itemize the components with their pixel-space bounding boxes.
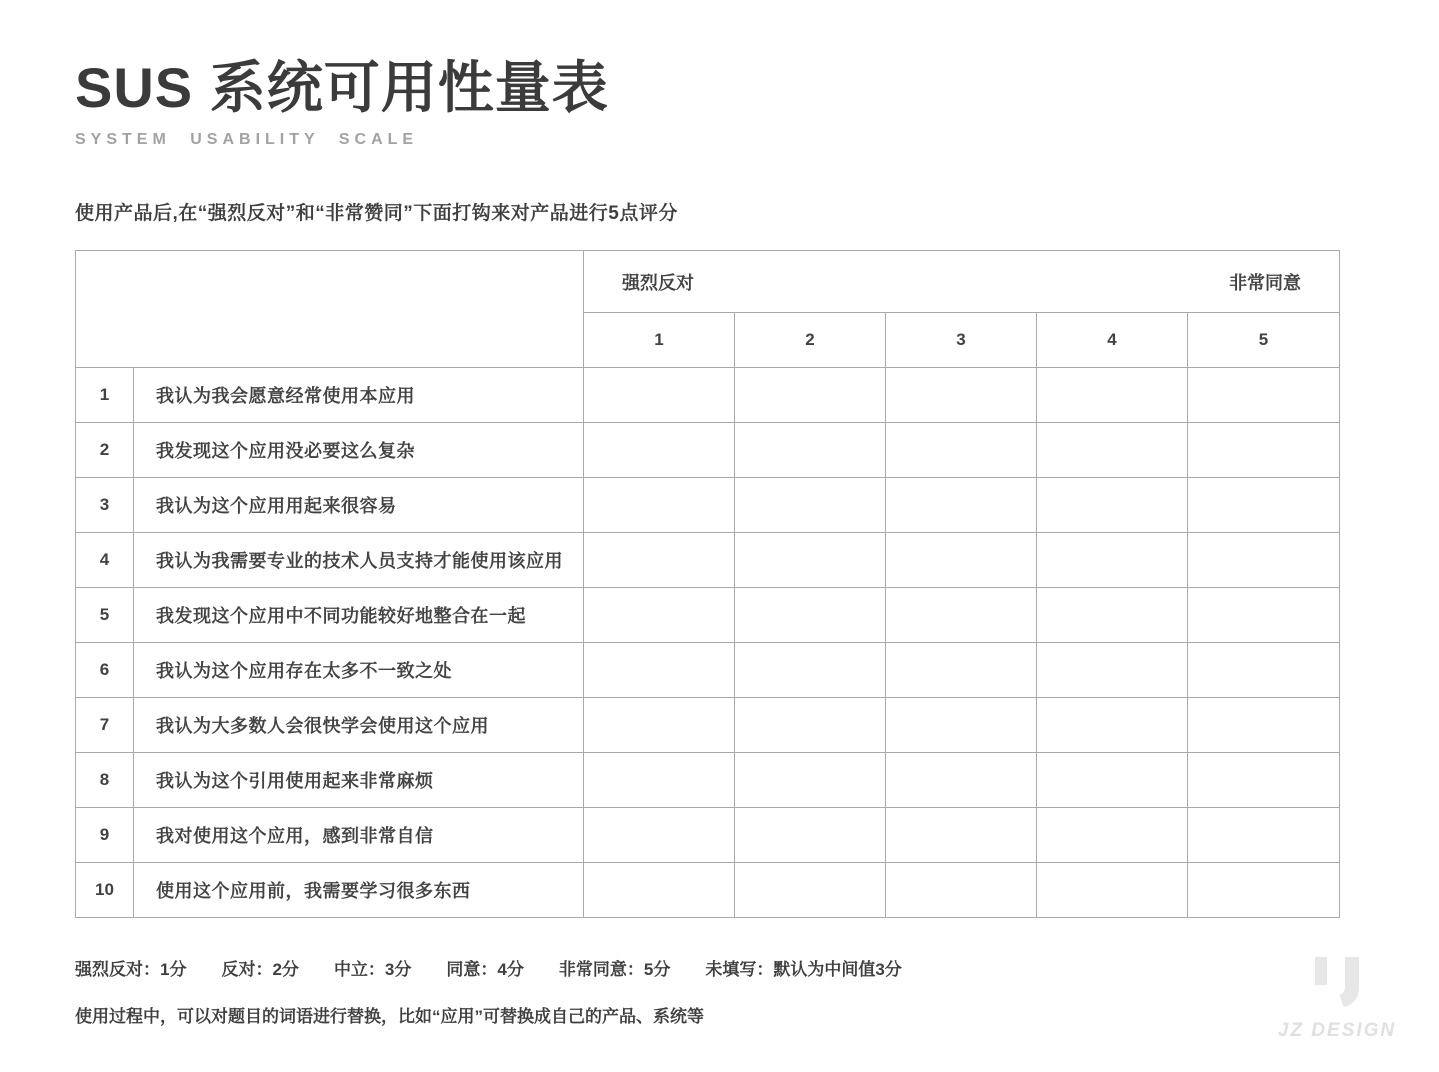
rating-cell[interactable] (584, 423, 735, 478)
question-number: 2 (76, 423, 134, 478)
question-number: 10 (76, 863, 134, 918)
question-row (76, 533, 1340, 588)
rating-cell[interactable] (1188, 698, 1340, 753)
question-row (76, 753, 1340, 808)
scale-right-label: 非常同意 (1229, 272, 1302, 293)
scale-value-3: 3 (886, 313, 1037, 368)
scoring-note: 同意：4分 (446, 960, 524, 979)
question-row (76, 588, 1340, 643)
scale-value-1: 1 (584, 313, 735, 368)
question-row (76, 368, 1340, 423)
scoring-note: 中立：3分 (333, 960, 412, 979)
jz-logo-icon (1313, 956, 1361, 1008)
rating-cell[interactable] (1188, 423, 1340, 478)
rating-cell[interactable] (735, 423, 886, 478)
rating-cell[interactable] (735, 588, 886, 643)
rating-cell[interactable] (584, 863, 735, 918)
rating-cell[interactable] (1037, 643, 1188, 698)
question-row (76, 478, 1340, 533)
scale-value-5: 5 (1188, 313, 1340, 368)
rating-cell[interactable] (886, 698, 1037, 753)
rating-cell[interactable] (584, 643, 735, 698)
rating-cell[interactable] (1188, 588, 1340, 643)
rating-cell[interactable] (886, 588, 1037, 643)
rating-cell[interactable] (1037, 478, 1188, 533)
rating-cell[interactable] (1037, 698, 1188, 753)
scoring-note: 强烈反对：1分 (75, 960, 187, 979)
question-text: 我认为这个应用存在太多不一致之处 (134, 643, 584, 698)
rating-cell[interactable] (584, 368, 735, 423)
page-subtitle: SYSTEM USABILITY SCALE (75, 131, 419, 148)
rating-cell[interactable] (886, 533, 1037, 588)
question-number: 3 (76, 478, 134, 533)
rating-cell[interactable] (886, 423, 1037, 478)
scoring-note: 未填写：默认为中间值3分 (705, 960, 902, 979)
page-title: SUS 系统可用性量表 (75, 56, 609, 119)
rating-cell[interactable] (1188, 533, 1340, 588)
rating-cell[interactable] (735, 478, 886, 533)
rating-cell[interactable] (886, 643, 1037, 698)
rating-cell[interactable] (584, 753, 735, 808)
rating-cell[interactable] (1037, 753, 1188, 808)
question-text: 我发现这个应用没必要这么复杂 (134, 423, 584, 478)
question-row (76, 643, 1340, 698)
rating-cell[interactable] (1188, 753, 1340, 808)
scale-value-4: 4 (1037, 313, 1188, 368)
scale-value-2: 2 (735, 313, 886, 368)
question-row (76, 698, 1340, 753)
question-text: 使用这个应用前，我需要学习很多东西 (134, 863, 584, 918)
question-number: 9 (76, 808, 134, 863)
rating-cell[interactable] (1037, 423, 1188, 478)
question-text: 我认为这个引用使用起来非常麻烦 (134, 753, 584, 808)
question-number: 4 (76, 533, 134, 588)
question-text: 我认为这个应用用起来很容易 (134, 478, 584, 533)
rating-cell[interactable] (1037, 368, 1188, 423)
question-row (76, 423, 1340, 478)
question-text: 我认为我会愿意经常使用本应用 (134, 368, 584, 423)
rating-cell[interactable] (584, 808, 735, 863)
scoring-note: 非常同意：5分 (558, 960, 671, 979)
question-text: 我对使用这个应用，感到非常自信 (134, 808, 584, 863)
question-text: 我发现这个应用中不同功能较好地整合在一起 (134, 588, 584, 643)
corner-cell (76, 251, 584, 368)
rating-cell[interactable] (584, 698, 735, 753)
question-row (76, 863, 1340, 918)
usage-note: 使用过程中，可以对题目的词语进行替换，比如“应用”可替换成自己的产品、系统等 (75, 1007, 704, 1026)
rating-cell[interactable] (735, 863, 886, 918)
rating-cell[interactable] (1037, 533, 1188, 588)
question-number: 6 (76, 643, 134, 698)
brand-name: JZ DESIGN (1277, 1020, 1397, 1041)
rating-cell[interactable] (886, 808, 1037, 863)
rating-cell[interactable] (886, 863, 1037, 918)
question-number: 7 (76, 698, 134, 753)
question-text: 我认为我需要专业的技术人员支持才能使用该应用 (134, 533, 584, 588)
rating-cell[interactable] (735, 368, 886, 423)
footer-notes (75, 955, 1339, 1027)
rating-cell[interactable] (584, 533, 735, 588)
rating-cell[interactable] (1188, 368, 1340, 423)
scale-label-row (76, 251, 1340, 313)
rating-cell[interactable] (1188, 643, 1340, 698)
instruction-text: 使用产品后,在“强烈反对”和“非常赞同”下面打钩来对产品进行5点评分 (75, 203, 678, 224)
scale-label-cell (584, 251, 1340, 313)
scoring-legend (75, 955, 1339, 980)
rating-cell[interactable] (735, 808, 886, 863)
sus-rating-table (75, 250, 1340, 918)
rating-cell[interactable] (735, 698, 886, 753)
question-text: 我认为大多数人会很快学会使用这个应用 (134, 698, 584, 753)
rating-cell[interactable] (1037, 808, 1188, 863)
rating-cell[interactable] (1188, 808, 1340, 863)
rating-cell[interactable] (886, 478, 1037, 533)
question-number: 5 (76, 588, 134, 643)
rating-cell[interactable] (735, 753, 886, 808)
rating-cell[interactable] (735, 643, 886, 698)
rating-cell[interactable] (886, 753, 1037, 808)
question-number: 8 (76, 753, 134, 808)
question-number: 1 (76, 368, 134, 423)
scale-left-label: 强烈反对 (622, 272, 694, 293)
rating-cell[interactable] (1037, 588, 1188, 643)
rating-cell[interactable] (1037, 863, 1188, 918)
rating-cell[interactable] (584, 588, 735, 643)
rating-cell[interactable] (1188, 863, 1340, 918)
rating-cell[interactable] (735, 533, 886, 588)
brand-footer (1277, 956, 1397, 1042)
rating-cell[interactable] (584, 478, 735, 533)
scoring-note: 反对：2分 (221, 960, 299, 979)
rating-cell[interactable] (886, 368, 1037, 423)
rating-cell[interactable] (1188, 478, 1340, 533)
question-row (76, 808, 1340, 863)
